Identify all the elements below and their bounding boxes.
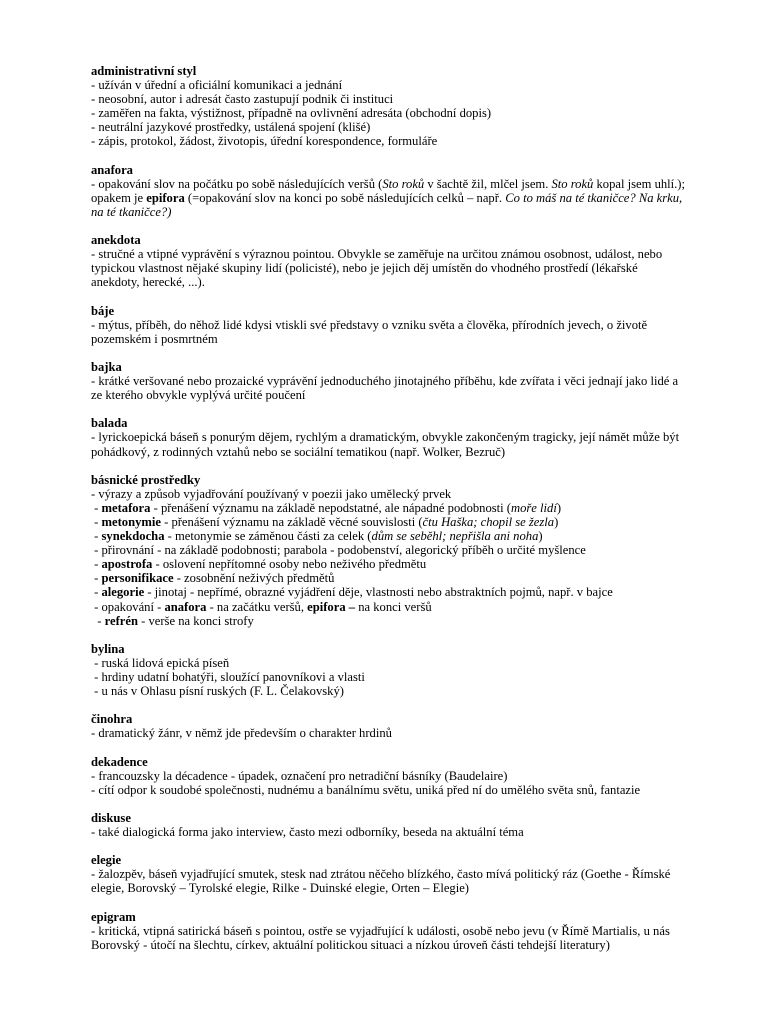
glossary-entry — [91, 712, 688, 740]
entry-line — [91, 571, 688, 585]
glossary-entry — [91, 163, 688, 219]
entry-term: bajka — [91, 359, 122, 374]
bold-term: metonymie — [101, 515, 161, 529]
text-segment: - neutrální jazykové prostředky, ustálená spojení (klišé) — [91, 120, 371, 135]
text-segment: - verše na konci strofy — [137, 613, 254, 628]
bold-term: refrén — [104, 613, 138, 628]
text-segment: - výrazy a způsob vyjadřování používaný v poezii jako umělecký prvek — [91, 486, 452, 501]
entry-line — [91, 543, 688, 557]
italic-example: dům se seběhl; nepřišla ani noha — [371, 529, 539, 544]
entry-term: anafora — [91, 162, 133, 177]
text-segment: - neosobní, autor i adresát často zastupují podnik či instituci — [91, 92, 394, 107]
entry-line — [91, 430, 688, 458]
text-segment: - opakování - — [91, 599, 165, 614]
text-segment: - mýtus, příběh, do něhož lidé kdysi vtiskli své představy o vzniku světa a člověka, přírodních jevech, o životě pozemském i posmrtném — [91, 317, 651, 346]
bold-term: metafora — [101, 500, 151, 515]
text-segment: - — [91, 515, 102, 529]
bold-term: apostrofa — [101, 557, 153, 572]
text-segment: - opakování slov na počátku po sobě následujících veršů ( — [91, 176, 383, 191]
text-segment: - — [91, 500, 102, 515]
bold-term: synekdocha — [101, 529, 165, 544]
text-segment: - — [91, 585, 102, 600]
entry-line — [91, 120, 688, 134]
text-segment: - také dialogická forma jako interview, často mezi odborníky, beseda na aktuální téma — [91, 825, 524, 840]
text-segment: - — [91, 557, 102, 572]
text-segment: - užíván v úřední a oficiální komunikaci a jednání — [91, 78, 343, 93]
glossary-entry — [91, 642, 688, 698]
entry-line — [91, 177, 688, 219]
text-segment: - u nás v Ohlasu písní ruských (F. L. Čelakovský) — [91, 684, 344, 699]
entry-line — [91, 318, 688, 346]
entry-term: dekadence — [91, 754, 148, 769]
text-segment: - zápis, protokol, žádost, životopis, úřední korespondence, formuláře — [91, 134, 438, 149]
entry-line — [91, 769, 688, 783]
entry-line — [91, 374, 688, 402]
text-segment: - dramatický žánr, v němž jde především o charakter hrdinů — [91, 726, 392, 741]
entry-line — [91, 247, 688, 289]
text-segment: - kritická, vtipná satirická báseň s pointou, ostře se vyjadřující k události, osobě nebo jevu (v Římě Martialis, u nás Borovský - útočí na šlechtu, církev, aktuální politickou situaci a nízkou úroveň části tehdejší literatury) — [91, 923, 673, 952]
glossary-entry — [91, 811, 688, 839]
entry-line — [91, 106, 688, 120]
text-segment: - ruská lidová epická píseň — [91, 655, 230, 670]
entry-line — [91, 557, 688, 571]
glossary-entry — [91, 304, 688, 346]
entry-line — [91, 515, 688, 529]
entry-line — [91, 783, 688, 797]
text-segment: - přenášení významu na základě věcné souvislosti ( — [160, 515, 423, 529]
bold-term: epifora — [146, 190, 185, 205]
entry-term: anekdota — [91, 233, 141, 248]
entry-line — [91, 684, 688, 698]
entry-term: diskuse — [91, 810, 131, 825]
text-segment: - přenášení významu na základě nepodstatné, ale nápadné podobnosti ( — [150, 500, 511, 515]
text-segment: - metonymie se záměnou části za celek ( — [164, 529, 372, 544]
italic-example: Sto roků — [382, 176, 425, 191]
entry-term: elegie — [91, 853, 122, 868]
glossary-entry — [91, 416, 688, 458]
text-segment: kopal jsem uhlí.); opakem je — [91, 176, 689, 205]
entry-line — [91, 501, 688, 515]
text-segment: (=opakování slov na konci po sobě následujících celků – např. — [184, 190, 506, 205]
italic-example: Sto roků — [551, 176, 594, 191]
text-segment: ) — [538, 529, 543, 544]
entry-line — [91, 92, 688, 106]
glossary-entry — [91, 233, 688, 289]
text-segment: - — [91, 571, 102, 586]
entry-line — [91, 924, 688, 952]
text-segment: - stručné a vtipné vyprávění s výraznou pointou. Obvykle se zaměřuje na určitou známou osobnost, událost, nebo typickou vlastnost nějaké skupiny lidí (policisté), nebo je jejich děj umístěn do vhodného prostředí (lékařské anekdoty, herecké, ...). — [91, 247, 666, 290]
entry-line — [91, 670, 688, 684]
entry-line — [91, 726, 688, 740]
text-segment: - zosobnění neživých předmětů — [173, 571, 335, 586]
text-segment: - oslovení nepřítomné osoby nebo neživého předmětu — [152, 557, 427, 572]
text-segment: - lyrickoepická báseň s ponurým dějem, rychlým a dramatickým, obvykle zakončeným tragicky, její námět může být pohádkový, z rodinných vztahů nebo se sociální tematikou (např. Wolker, Bezruč) — [91, 430, 683, 459]
text-segment: - francouzsky la décadence - úpadek, označení pro netradiční básníky (Baudelaire) — [91, 768, 508, 783]
text-segment: v šachtě žil, mlčel jsem. — [424, 176, 552, 191]
entry-line — [91, 78, 688, 92]
glossary-entry — [91, 853, 688, 895]
italic-example: čtu Haška; chopil se žezla — [422, 515, 555, 529]
entry-term: báje — [91, 303, 115, 318]
italic-example: moře lidí — [511, 500, 557, 515]
entry-term: epigram — [91, 909, 136, 924]
bold-term: alegorie — [101, 585, 145, 600]
entry-term: básnické prostředky — [91, 472, 201, 487]
bold-term: personifikace — [101, 571, 174, 586]
text-segment: - — [91, 529, 102, 544]
text-segment: - krátké veršované nebo prozaické vyprávění jednoduchého jinotajného příběhu, kde zvířata i věci jednají jako lidé a ze kterého obvykle vyplývá určité poučení — [91, 374, 682, 403]
text-segment: - na začátku veršů, — [206, 599, 308, 614]
entry-line — [91, 614, 688, 628]
entry-line — [91, 585, 688, 599]
glossary-entry — [91, 64, 688, 149]
text-segment: - žalozpěv, báseň vyjadřující smutek, stesk nad ztrátou něčeho blízkého, často mívá politický ráz (Goethe - Římské elegie, Borovský – Tyrolské elegie, Rilke - Duinské elegie, Orten – Elegie) — [91, 867, 674, 896]
entry-line — [91, 529, 688, 543]
text-segment: - přirovnání - na základě podobnosti; parabola - podobenství, alegorický příběh o určité myšlence — [91, 543, 586, 558]
entry-line — [91, 487, 688, 501]
entry-line — [91, 825, 688, 839]
italic-example: Co to máš na té tkaničce? Na krku, na té tkaničce?) — [91, 190, 686, 219]
glossary-entry — [91, 755, 688, 797]
glossary-entry — [91, 910, 688, 952]
entry-term: administrativní styl — [91, 64, 197, 78]
entry-term: bylina — [91, 641, 125, 656]
text-segment: - jinotaj - nepřímé, obrazné vyjádření děje, vlastnosti nebo abstraktních pojmů, např. v bajce — [144, 585, 613, 600]
entry-term: činohra — [91, 712, 133, 727]
glossary-entry — [91, 473, 688, 628]
bold-term: anafora — [164, 599, 207, 614]
text-segment: - hrdiny udatní bohatýři, sloužící panovníkovi a vlasti — [91, 670, 365, 685]
text-segment: - cítí odpor k soudobé společnosti, nudnému a banálnímu světu, uniká před ní do umělého světa snů, fantazie — [91, 782, 641, 797]
text-segment: ) — [554, 515, 559, 529]
text-segment: ) — [556, 500, 562, 515]
glossary-entry — [91, 360, 688, 402]
entry-term: balada — [91, 416, 128, 431]
text-segment: - zaměřen na fakta, výstižnost, případně na ovlivnění adresáta (obchodní dopis) — [91, 106, 492, 121]
entry-line — [91, 656, 688, 670]
text-segment: - — [91, 613, 105, 628]
entry-line — [91, 600, 688, 614]
entry-line — [91, 134, 688, 148]
bold-term: epifora – — [307, 599, 356, 614]
text-segment: na konci veršů — [355, 599, 432, 614]
entry-line — [91, 867, 688, 895]
